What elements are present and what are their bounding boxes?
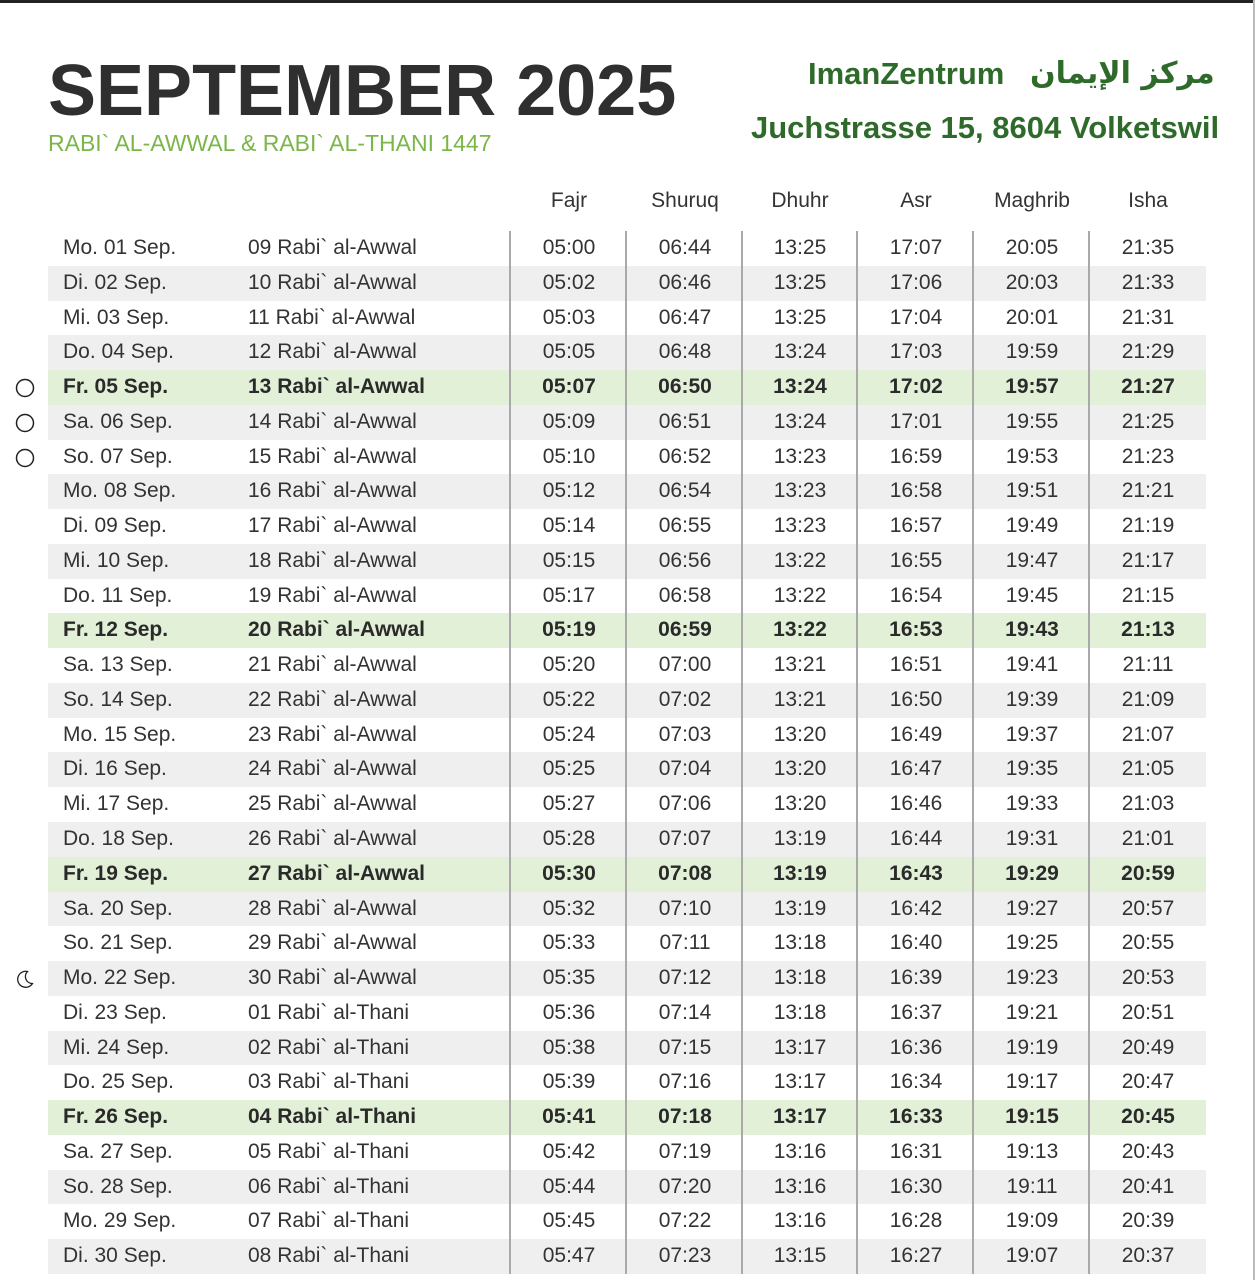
isha-time: 21:17	[1121, 548, 1175, 572]
hijri-date: 11 Rabi` al-Awwal	[248, 305, 416, 329]
shuruq-time: 07:16	[658, 1070, 712, 1094]
asr-time: 16:50	[889, 687, 943, 711]
column-header-dhuhr: Dhuhr	[771, 189, 829, 212]
shuruq-time: 07:14	[658, 1000, 712, 1024]
hijri-date: 28 Rabi` al-Awwal	[248, 896, 417, 920]
asr-time: 17:04	[889, 305, 943, 329]
table-row	[48, 1204, 1206, 1239]
page-title: SEPTEMBER 2025	[48, 51, 677, 131]
hijri-date: 04 Rabi` al-Thani	[248, 1105, 417, 1129]
fajr-time: 05:45	[542, 1209, 596, 1233]
fajr-time: 05:32	[542, 896, 596, 920]
shuruq-time: 06:48	[658, 340, 712, 364]
hijri-date: 02 Rabi` al-Thani	[248, 1035, 410, 1059]
fajr-time: 05:24	[542, 722, 596, 746]
shuruq-time: 06:55	[658, 514, 712, 538]
hijri-date: 20 Rabi` al-Awwal	[248, 618, 426, 642]
hijri-date: 21 Rabi` al-Awwal	[248, 653, 417, 677]
maghrib-time: 20:05	[1005, 236, 1059, 259]
shuruq-time: 06:44	[658, 236, 712, 259]
maghrib-time: 19:23	[1005, 966, 1059, 990]
column-header-isha: Isha	[1128, 189, 1168, 212]
gregorian-date: So. 28 Sep.	[63, 1174, 173, 1198]
maghrib-time: 19:35	[1005, 757, 1059, 781]
asr-time: 16:33	[889, 1105, 943, 1129]
isha-time: 21:31	[1121, 305, 1175, 329]
gregorian-date: So. 21 Sep.	[63, 931, 173, 955]
shuruq-time: 07:08	[658, 861, 712, 885]
asr-time: 16:51	[889, 653, 943, 677]
isha-time: 21:09	[1121, 687, 1175, 711]
hijri-month-subtitle: RABI` AL-AWWAL & RABI` AL-THANI 1447	[48, 130, 492, 156]
fajr-time: 05:25	[542, 757, 596, 781]
fajr-time: 05:47	[542, 1244, 596, 1268]
asr-time: 16:34	[889, 1070, 943, 1094]
maghrib-time: 19:55	[1005, 409, 1059, 433]
maghrib-time: 19:29	[1005, 861, 1059, 885]
asr-time: 17:07	[889, 236, 943, 259]
hijri-date: 25 Rabi` al-Awwal	[248, 792, 417, 816]
shuruq-time: 07:10	[658, 896, 712, 920]
top-border	[0, 0, 1255, 3]
shuruq-time: 07:15	[658, 1035, 712, 1059]
gregorian-date: Di. 02 Sep.	[63, 270, 167, 294]
column-header-fajr: Fajr	[550, 189, 588, 212]
dhuhr-time: 13:17	[773, 1105, 827, 1129]
hijri-date: 05 Rabi` al-Thani	[248, 1139, 410, 1163]
hijri-date: 14 Rabi` al-Awwal	[248, 409, 417, 433]
hijri-date: 23 Rabi` al-Awwal	[248, 722, 417, 746]
shuruq-time: 07:23	[658, 1244, 712, 1268]
gregorian-date: Mo. 29 Sep.	[63, 1209, 177, 1233]
maghrib-time: 19:51	[1005, 479, 1059, 503]
isha-time: 21:23	[1121, 444, 1175, 468]
asr-time: 17:06	[889, 270, 943, 294]
column-header-maghrib: Maghrib	[994, 189, 1070, 212]
shuruq-time: 06:51	[658, 409, 712, 433]
column-divider	[741, 231, 743, 1274]
isha-time: 21:25	[1121, 409, 1175, 433]
table-row	[48, 683, 1206, 718]
maghrib-time: 19:31	[1005, 827, 1059, 851]
dhuhr-time: 13:25	[773, 236, 827, 259]
asr-time: 17:03	[889, 340, 943, 364]
hijri-date: 30 Rabi` al-Awwal	[248, 966, 417, 990]
gregorian-date: Mo. 08 Sep.	[63, 479, 177, 503]
fajr-time: 05:28	[542, 827, 596, 851]
dhuhr-time: 13:21	[773, 687, 827, 711]
gregorian-date: Mi. 24 Sep.	[63, 1035, 170, 1059]
dhuhr-time: 13:18	[773, 1000, 827, 1024]
table-row	[48, 1065, 1206, 1100]
org-name: ImanZentrum	[808, 56, 1005, 91]
dhuhr-time: 13:17	[773, 1035, 827, 1059]
fajr-time: 05:22	[542, 687, 596, 711]
gregorian-date: Mi. 17 Sep.	[63, 792, 170, 816]
fajr-time: 05:27	[542, 792, 596, 816]
dhuhr-time: 13:22	[773, 618, 827, 642]
isha-time: 21:15	[1121, 583, 1175, 607]
maghrib-time: 19:09	[1005, 1209, 1059, 1233]
dhuhr-time: 13:23	[773, 479, 827, 503]
table-row	[48, 787, 1206, 822]
fajr-time: 05:17	[542, 583, 596, 607]
gregorian-date: Do. 04 Sep.	[63, 340, 174, 364]
maghrib-time: 20:01	[1005, 305, 1059, 329]
maghrib-time: 19:19	[1005, 1035, 1059, 1059]
maghrib-time: 19:21	[1005, 1000, 1059, 1024]
shuruq-time: 07:22	[658, 1209, 712, 1233]
isha-time: 20:49	[1121, 1035, 1175, 1059]
dhuhr-time: 13:24	[773, 340, 827, 364]
isha-time: 20:43	[1121, 1139, 1175, 1163]
table-row	[48, 1239, 1206, 1274]
table-row	[48, 1031, 1206, 1066]
maghrib-time: 19:33	[1005, 792, 1059, 816]
hijri-date: 29 Rabi` al-Awwal	[248, 931, 417, 955]
hijri-date: 16 Rabi` al-Awwal	[248, 479, 417, 503]
maghrib-time: 19:27	[1005, 896, 1059, 920]
isha-time: 21:13	[1121, 618, 1175, 642]
fajr-time: 05:05	[542, 340, 596, 364]
fajr-time: 05:39	[542, 1070, 596, 1094]
hijri-date: 07 Rabi` al-Thani	[248, 1209, 410, 1233]
column-divider	[972, 231, 974, 1274]
fajr-time: 05:10	[542, 444, 596, 468]
hijri-date: 01 Rabi` al-Thani	[248, 1000, 410, 1024]
asr-time: 16:46	[889, 792, 943, 816]
isha-time: 20:55	[1121, 931, 1175, 955]
shuruq-time: 06:59	[658, 618, 712, 642]
maghrib-time: 19:13	[1005, 1139, 1059, 1163]
maghrib-time: 20:03	[1005, 270, 1059, 294]
fajr-time: 05:15	[542, 548, 596, 572]
table-row	[48, 1100, 1206, 1135]
asr-time: 16:27	[889, 1244, 943, 1268]
table-row	[48, 1135, 1206, 1170]
hijri-date: 17 Rabi` al-Awwal	[248, 514, 417, 538]
dhuhr-time: 13:24	[773, 409, 827, 433]
maghrib-time: 19:41	[1005, 653, 1059, 677]
hijri-date: 08 Rabi` al-Thani	[248, 1244, 410, 1268]
maghrib-time: 19:11	[1006, 1174, 1058, 1198]
asr-time: 16:53	[889, 618, 943, 642]
isha-time: 20:59	[1121, 861, 1175, 885]
table-row	[48, 544, 1206, 579]
asr-time: 16:40	[889, 931, 943, 955]
maghrib-time: 19:47	[1005, 548, 1059, 572]
dhuhr-time: 13:25	[773, 305, 827, 329]
asr-time: 16:39	[889, 966, 943, 990]
shuruq-time: 06:52	[658, 444, 712, 468]
hijri-date: 06 Rabi` al-Thani	[248, 1174, 410, 1198]
gregorian-date: Do. 11 Sep.	[63, 583, 173, 607]
hijri-date: 03 Rabi` al-Thani	[248, 1070, 410, 1094]
gregorian-date: So. 07 Sep.	[63, 444, 173, 468]
asr-time: 16:58	[889, 479, 943, 503]
isha-time: 20:53	[1121, 966, 1175, 990]
dhuhr-time: 13:17	[773, 1070, 827, 1094]
gregorian-date: Mi. 10 Sep.	[63, 548, 170, 572]
isha-time: 21:29	[1121, 340, 1175, 364]
shuruq-time: 07:20	[658, 1174, 712, 1198]
gregorian-date: Di. 16 Sep.	[63, 757, 167, 781]
dhuhr-time: 13:20	[773, 757, 827, 781]
hijri-date: 24 Rabi` al-Awwal	[248, 757, 417, 781]
dhuhr-time: 13:19	[773, 827, 827, 851]
dhuhr-time: 13:23	[773, 444, 827, 468]
fajr-time: 05:36	[542, 1000, 596, 1024]
asr-time: 17:01	[889, 409, 943, 433]
shuruq-time: 07:12	[658, 966, 712, 990]
org-address: Juchstrasse 15, 8604 Volketswil	[751, 110, 1220, 145]
isha-time: 20:37	[1121, 1244, 1175, 1268]
table-row	[48, 231, 1206, 266]
gregorian-date: Sa. 27 Sep.	[63, 1139, 173, 1163]
maghrib-time: 19:45	[1005, 583, 1059, 607]
circle-icon	[15, 413, 33, 431]
hijri-date: 13 Rabi` al-Awwal	[248, 375, 426, 399]
fajr-time: 05:09	[542, 409, 596, 433]
isha-time: 21:01	[1121, 827, 1175, 851]
shuruq-time: 07:07	[658, 827, 712, 851]
hijri-date: 27 Rabi` al-Awwal	[248, 861, 426, 885]
fajr-time: 05:14	[542, 514, 596, 538]
maghrib-time: 19:37	[1005, 722, 1059, 746]
fajr-time: 05:02	[542, 270, 596, 294]
gregorian-date: Mi. 03 Sep.	[63, 305, 170, 329]
fajr-time: 05:20	[542, 653, 596, 677]
column-divider	[625, 231, 627, 1274]
gregorian-date: Di. 30 Sep.	[63, 1244, 167, 1268]
isha-time: 20:47	[1121, 1070, 1175, 1094]
table-row	[48, 822, 1206, 857]
column-header-shuruq: Shuruq	[651, 189, 719, 212]
dhuhr-time: 13:24	[773, 375, 827, 399]
dhuhr-time: 13:20	[773, 792, 827, 816]
isha-time: 21:03	[1121, 792, 1175, 816]
maghrib-time: 19:43	[1005, 618, 1059, 642]
shuruq-time: 07:11	[659, 931, 711, 955]
hijri-date: 12 Rabi` al-Awwal	[248, 340, 417, 364]
shuruq-time: 07:02	[658, 687, 712, 711]
shuruq-time: 06:56	[658, 548, 712, 572]
table-row	[48, 613, 1206, 648]
circle-icon	[15, 378, 33, 396]
isha-time: 21:33	[1121, 270, 1175, 294]
fajr-time: 05:19	[542, 618, 596, 642]
dhuhr-time: 13:15	[773, 1244, 827, 1268]
dhuhr-time: 13:21	[773, 653, 827, 677]
maghrib-time: 19:25	[1005, 931, 1059, 955]
maghrib-time: 19:15	[1005, 1105, 1059, 1129]
gregorian-date: Mo. 01 Sep.	[63, 236, 177, 259]
hijri-date: 18 Rabi` al-Awwal	[248, 548, 417, 572]
table-row	[48, 301, 1206, 336]
dhuhr-time: 13:16	[773, 1139, 827, 1163]
shuruq-time: 06:58	[658, 583, 712, 607]
table-row	[48, 892, 1206, 927]
dhuhr-time: 13:19	[773, 896, 827, 920]
fajr-time: 05:41	[542, 1105, 596, 1129]
table-row	[48, 440, 1206, 475]
shuruq-time: 07:04	[658, 757, 712, 781]
maghrib-time: 19:57	[1005, 375, 1059, 399]
gregorian-date: Mo. 15 Sep.	[63, 722, 177, 746]
org-arabic-name: مركز الإيمان	[1030, 56, 1215, 91]
shuruq-time: 07:00	[658, 653, 712, 677]
column-divider	[509, 231, 511, 1274]
maghrib-time: 19:53	[1005, 444, 1059, 468]
prayer-column-headers	[0, 189, 1255, 219]
gregorian-date: Sa. 20 Sep.	[63, 896, 173, 920]
isha-time: 21:05	[1121, 757, 1175, 781]
fajr-time: 05:03	[542, 305, 596, 329]
gregorian-date: Sa. 13 Sep.	[63, 653, 173, 677]
fajr-time: 05:35	[542, 966, 596, 990]
gregorian-date: Fr. 26 Sep.	[63, 1105, 169, 1129]
asr-time: 16:47	[889, 757, 943, 781]
fajr-time: 05:12	[542, 479, 596, 503]
fajr-time: 05:38	[542, 1035, 596, 1059]
asr-time: 17:02	[889, 375, 943, 399]
asr-time: 16:44	[889, 827, 943, 851]
isha-time: 21:21	[1121, 479, 1175, 503]
fajr-time: 05:44	[542, 1174, 596, 1198]
isha-time: 21:19	[1121, 514, 1175, 538]
asr-time: 16:43	[889, 861, 943, 885]
gregorian-date: Sa. 06 Sep.	[63, 409, 173, 433]
fajr-time: 05:42	[542, 1139, 596, 1163]
dhuhr-time: 13:22	[773, 583, 827, 607]
column-header-asr: Asr	[900, 189, 932, 212]
gregorian-date: Do. 25 Sep.	[63, 1070, 174, 1094]
column-divider	[1088, 231, 1090, 1274]
asr-time: 16:42	[889, 896, 943, 920]
maghrib-time: 19:07	[1005, 1244, 1059, 1268]
isha-time: 20:41	[1121, 1174, 1175, 1198]
maghrib-time: 19:17	[1005, 1070, 1059, 1094]
dhuhr-time: 13:16	[773, 1174, 827, 1198]
prayer-times-table	[48, 231, 1206, 1274]
table-row	[48, 961, 1206, 996]
shuruq-time: 06:47	[658, 305, 712, 329]
table-row	[48, 752, 1206, 787]
asr-time: 16:28	[889, 1209, 943, 1233]
table-row	[48, 405, 1206, 440]
asr-time: 16:30	[889, 1174, 943, 1198]
asr-time: 16:55	[889, 548, 943, 572]
asr-time: 16:31	[889, 1139, 943, 1163]
maghrib-time: 19:39	[1005, 687, 1059, 711]
fajr-time: 05:07	[542, 375, 596, 399]
gregorian-date: Do. 18 Sep.	[63, 827, 174, 851]
table-row	[48, 648, 1206, 683]
dhuhr-time: 13:23	[773, 514, 827, 538]
table-row	[48, 335, 1206, 370]
asr-time: 16:49	[889, 722, 943, 746]
table-row	[48, 857, 1206, 892]
dhuhr-time: 13:20	[773, 722, 827, 746]
asr-time: 16:37	[889, 1000, 943, 1024]
dhuhr-time: 13:18	[773, 931, 827, 955]
hijri-date: 09 Rabi` al-Awwal	[248, 236, 417, 259]
gregorian-date: Fr. 12 Sep.	[63, 618, 169, 642]
isha-time: 20:39	[1121, 1209, 1175, 1233]
circle-icon	[15, 448, 33, 466]
table-row	[48, 718, 1206, 753]
asr-time: 16:59	[889, 444, 943, 468]
column-divider	[856, 231, 858, 1274]
gregorian-date: Mo. 22 Sep.	[63, 966, 177, 990]
isha-time: 20:45	[1121, 1105, 1175, 1129]
fajr-time: 05:30	[542, 861, 596, 885]
isha-time: 20:51	[1121, 1000, 1175, 1024]
shuruq-time: 06:50	[658, 375, 712, 399]
hijri-date: 15 Rabi` al-Awwal	[248, 444, 417, 468]
table-row	[48, 996, 1206, 1031]
hijri-date: 26 Rabi` al-Awwal	[248, 827, 417, 851]
shuruq-time: 07:19	[658, 1139, 712, 1163]
shuruq-time: 06:46	[658, 270, 712, 294]
fajr-time: 05:33	[542, 931, 596, 955]
dhuhr-time: 13:19	[773, 861, 827, 885]
shuruq-time: 07:06	[658, 792, 712, 816]
isha-time: 21:07	[1121, 722, 1175, 746]
table-row	[48, 266, 1206, 301]
dhuhr-time: 13:22	[773, 548, 827, 572]
gregorian-date: Fr. 19 Sep.	[63, 861, 169, 885]
gregorian-date: Fr. 05 Sep.	[63, 375, 169, 399]
table-row	[48, 370, 1206, 405]
crescent-moon-icon	[15, 969, 33, 987]
table-row	[48, 509, 1206, 544]
hijri-date: 19 Rabi` al-Awwal	[248, 583, 417, 607]
gregorian-date: So. 14 Sep.	[63, 687, 173, 711]
gregorian-date: Di. 09 Sep.	[63, 514, 167, 538]
asr-time: 16:36	[889, 1035, 943, 1059]
isha-time: 20:57	[1121, 896, 1175, 920]
isha-time: 21:27	[1121, 375, 1175, 399]
table-row	[48, 474, 1206, 509]
dhuhr-time: 13:25	[773, 270, 827, 294]
isha-time: 21:11	[1122, 653, 1174, 677]
asr-time: 16:54	[889, 583, 943, 607]
isha-time: 21:35	[1121, 236, 1175, 259]
table-row	[48, 1170, 1206, 1205]
fajr-time: 05:00	[542, 236, 596, 259]
table-row	[48, 579, 1206, 614]
shuruq-time: 07:03	[658, 722, 712, 746]
hijri-date: 10 Rabi` al-Awwal	[248, 270, 417, 294]
shuruq-time: 06:54	[658, 479, 712, 503]
shuruq-time: 07:18	[658, 1105, 712, 1129]
maghrib-time: 19:59	[1005, 340, 1059, 364]
dhuhr-time: 13:16	[773, 1209, 827, 1233]
gregorian-date: Di. 23 Sep.	[63, 1000, 167, 1024]
dhuhr-time: 13:18	[773, 966, 827, 990]
table-row	[48, 926, 1206, 961]
asr-time: 16:57	[889, 514, 943, 538]
hijri-date: 22 Rabi` al-Awwal	[248, 687, 417, 711]
maghrib-time: 19:49	[1005, 514, 1059, 538]
